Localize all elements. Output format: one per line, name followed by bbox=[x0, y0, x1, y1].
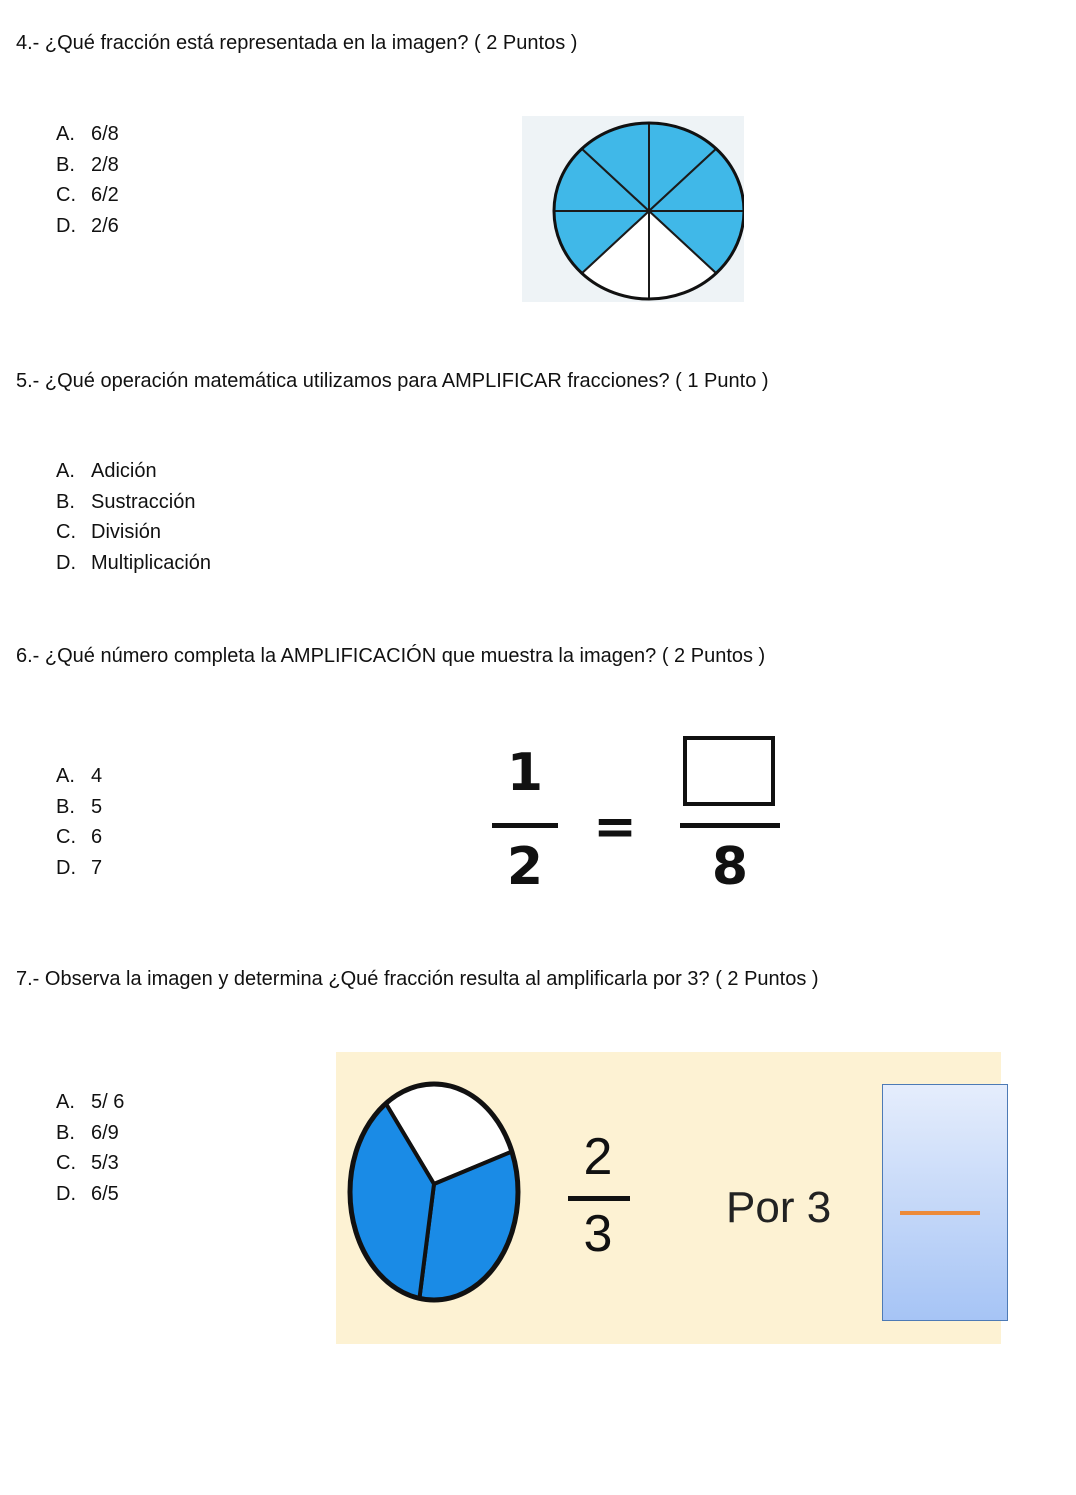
blank-numerator-box[interactable] bbox=[683, 736, 775, 806]
fraction-denominator: 3 bbox=[583, 1205, 613, 1263]
option-a[interactable]: A. Adición bbox=[56, 460, 157, 482]
left-denominator: 2 bbox=[506, 837, 544, 897]
question-7-title: 7.- Observa la imagen y determina ¿Qué fracción resulta al amplificarla por 3? ( 2 Puntos ) bbox=[16, 968, 819, 990]
question-6-options bbox=[56, 761, 102, 883]
answer-box[interactable] bbox=[882, 1084, 1008, 1321]
option-c[interactable]: C. 6/2 bbox=[56, 184, 119, 206]
left-fraction-bar bbox=[492, 823, 558, 828]
question-5-options bbox=[56, 456, 211, 578]
question-6-title: 6.- ¿Qué número completa la AMPLIFICACIÓN que muestra la imagen? ( 2 Puntos ) bbox=[16, 645, 766, 667]
option-c[interactable]: C. División bbox=[56, 521, 162, 543]
fraction-pie-eighths-figure bbox=[522, 116, 744, 302]
left-numerator: 1 bbox=[506, 743, 544, 803]
option-c[interactable]: C. 5/3 bbox=[56, 1152, 119, 1174]
question-4-options bbox=[56, 119, 119, 241]
fraction-numerator: 2 bbox=[583, 1128, 613, 1186]
right-denominator: 8 bbox=[711, 837, 749, 897]
option-b[interactable]: B. 2/8 bbox=[56, 153, 119, 176]
right-fraction-bar bbox=[680, 823, 780, 828]
pie-chart-eighths bbox=[554, 123, 744, 299]
option-a[interactable]: A. 6/8 bbox=[56, 123, 119, 145]
fraction-bar bbox=[568, 1196, 630, 1201]
option-b[interactable]: B. Sustracción bbox=[56, 490, 196, 513]
question-7-options bbox=[56, 1087, 124, 1209]
multiplier-label: Por 3 bbox=[726, 1183, 832, 1232]
answer-fraction-line bbox=[900, 1211, 980, 1215]
question-4-title: 4.- ¿Qué fracción está representada en la imagen? ( 2 Puntos ) bbox=[16, 32, 578, 54]
option-d[interactable]: D. Multiplicación bbox=[56, 551, 212, 574]
option-a[interactable]: A. 4 bbox=[56, 765, 103, 787]
option-b[interactable]: B. 5 bbox=[56, 795, 103, 818]
option-c[interactable]: C. 6 bbox=[56, 826, 103, 848]
option-d[interactable]: D. 6/5 bbox=[56, 1182, 119, 1205]
option-a[interactable]: A. 5/ 6 bbox=[56, 1091, 125, 1113]
equals-sign: = bbox=[593, 797, 637, 857]
option-b[interactable]: B. 6/9 bbox=[56, 1121, 119, 1144]
pie-chart-thirds bbox=[336, 1052, 536, 1344]
amplify-fraction-panel bbox=[336, 1052, 1001, 1344]
option-d[interactable]: D. 2/6 bbox=[56, 214, 119, 237]
option-d[interactable]: D. 7 bbox=[56, 856, 103, 879]
question-5-title: 5.- ¿Qué operación matemática utilizamos para AMPLIFICAR fracciones? ( 1 Punto ) bbox=[16, 370, 769, 392]
equivalent-fraction-figure bbox=[470, 725, 805, 925]
